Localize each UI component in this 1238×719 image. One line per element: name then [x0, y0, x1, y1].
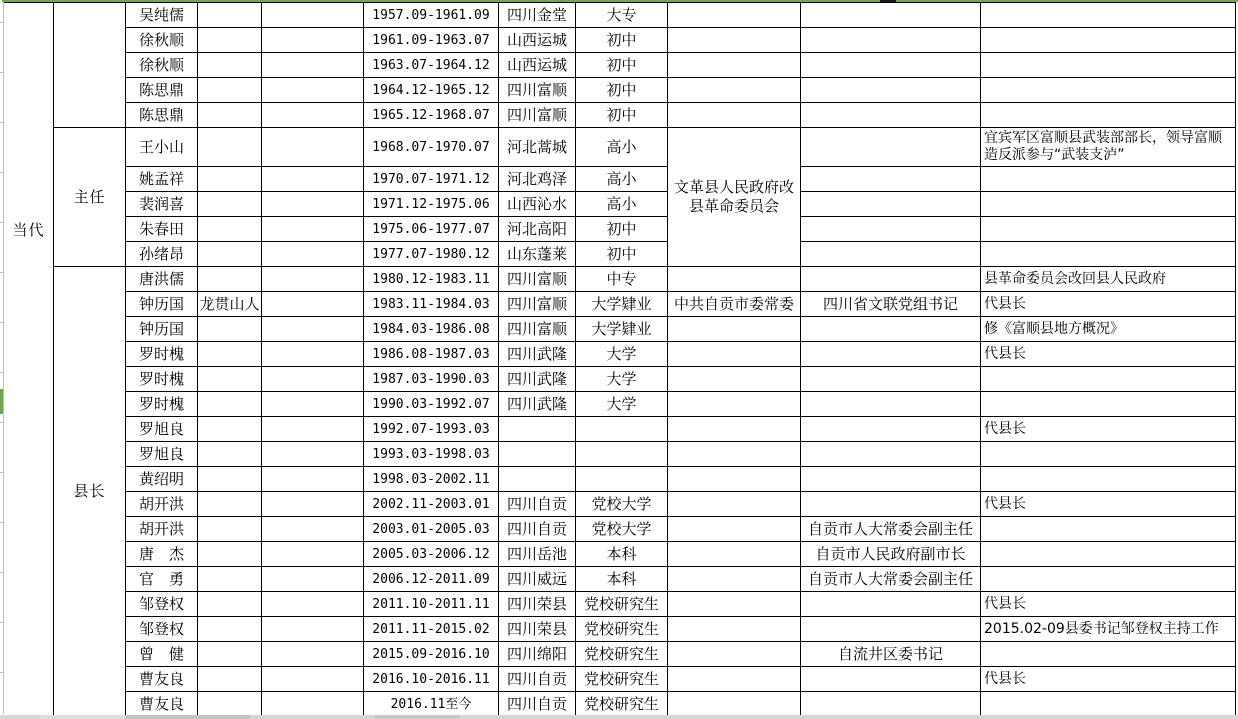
cell-note[interactable]	[981, 103, 1236, 128]
cell-post[interactable]	[801, 617, 981, 642]
cell-place[interactable]: 山西沁水	[499, 192, 576, 217]
cell-org[interactable]	[668, 517, 801, 542]
cell-name[interactable]: 钟历国	[126, 292, 198, 317]
cell-note[interactable]	[981, 367, 1236, 392]
gridline-tick	[0, 572, 3, 573]
cell-note[interactable]	[981, 78, 1236, 103]
cell-post[interactable]	[801, 53, 981, 78]
cell-place[interactable]: 山西运城	[499, 53, 576, 78]
cell-post[interactable]	[801, 167, 981, 192]
gridline-tick	[0, 522, 3, 523]
cell-alias[interactable]	[198, 367, 262, 392]
merged-cell-section-xianzhang[interactable]	[54, 267, 126, 717]
gridline-tick	[0, 622, 3, 623]
cell-alias[interactable]	[198, 567, 262, 592]
cell-name[interactable]: 曹友良	[126, 667, 198, 692]
cell-post[interactable]	[801, 28, 981, 53]
cell-name[interactable]: 王小山	[126, 128, 198, 167]
cell-org[interactable]	[668, 442, 801, 467]
cell-alias[interactable]	[198, 78, 262, 103]
cell-blank[interactable]	[262, 467, 364, 492]
cell-alias[interactable]	[198, 442, 262, 467]
cell-blank[interactable]	[262, 192, 364, 217]
gridline-tick	[0, 672, 3, 673]
cell-note[interactable]: 修《富顺县地方概况》	[981, 317, 1236, 342]
cell-place[interactable]: 四川自贡	[499, 692, 576, 717]
cell-edu[interactable]: 大学	[576, 392, 668, 417]
cell-dates[interactable]: 1968.07-1970.07	[364, 128, 499, 167]
cell-post[interactable]	[801, 128, 981, 167]
cell-alias[interactable]	[198, 542, 262, 567]
gridline-tick	[0, 72, 3, 73]
cell-dates[interactable]: 1963.07-1964.12	[364, 53, 499, 78]
cell-blank[interactable]	[262, 617, 364, 642]
cell-edu[interactable]	[576, 442, 668, 467]
cell-note[interactable]	[981, 28, 1236, 53]
cell-note[interactable]	[981, 3, 1236, 28]
cell-place[interactable]	[499, 417, 576, 442]
cell-edu[interactable]: 党校研究生	[576, 642, 668, 667]
cell-dates[interactable]: 1965.12-1968.07	[364, 103, 499, 128]
cell-post[interactable]	[801, 692, 981, 717]
cell-name[interactable]: 姚孟祥	[126, 167, 198, 192]
cell-edu[interactable]: 初中	[576, 217, 668, 242]
cell-dates[interactable]: 1970.07-1971.12	[364, 167, 499, 192]
cell-dates[interactable]: 1971.12-1975.06	[364, 192, 499, 217]
cell-note[interactable]	[981, 567, 1236, 592]
cell-name[interactable]: 邹登权	[126, 592, 198, 617]
cell-place[interactable]: 四川自贡	[499, 667, 576, 692]
cell-blank[interactable]	[262, 342, 364, 367]
cell-dates[interactable]: 2002.11-2003.01	[364, 492, 499, 517]
cell-org[interactable]	[668, 342, 801, 367]
cell-edu[interactable]: 大学肄业	[576, 292, 668, 317]
cell-post[interactable]: 自贡市人民政府副市长	[801, 542, 981, 567]
cell-org[interactable]	[668, 3, 801, 28]
cell-alias[interactable]	[198, 592, 262, 617]
cell-post[interactable]	[801, 317, 981, 342]
cell-edu[interactable]: 党校大学	[576, 492, 668, 517]
cell-post[interactable]: 自流井区委书记	[801, 642, 981, 667]
cell-name[interactable]: 徐秋顺	[126, 28, 198, 53]
cell-name[interactable]: 陈思鼎	[126, 103, 198, 128]
gridline-tick	[0, 422, 3, 423]
cell-org[interactable]	[668, 692, 801, 717]
cell-place[interactable]: 山西运城	[499, 28, 576, 53]
cell-place[interactable]: 四川荣县	[499, 617, 576, 642]
cell-blank[interactable]	[262, 217, 364, 242]
cell-dates[interactable]: 2011.10-2011.11	[364, 592, 499, 617]
cell-org[interactable]	[668, 317, 801, 342]
gridline-tick	[0, 272, 3, 273]
cell-org[interactable]	[668, 267, 801, 292]
cell-edu[interactable]: 本科	[576, 567, 668, 592]
cell-blank[interactable]	[262, 103, 364, 128]
cell-blank[interactable]	[262, 267, 364, 292]
cell-alias[interactable]	[198, 128, 262, 167]
gridline-tick	[0, 322, 3, 323]
cell-org[interactable]	[668, 467, 801, 492]
active-row-indicator	[0, 389, 3, 414]
cell-note[interactable]: 2015.02-09县委书记邹登权主持工作	[981, 617, 1236, 642]
cell-post[interactable]	[801, 103, 981, 128]
cell-dates[interactable]: 1977.07-1980.12	[364, 242, 499, 267]
cell-name[interactable]: 胡开洪	[126, 517, 198, 542]
cell-note[interactable]	[981, 642, 1236, 667]
cell-post[interactable]	[801, 267, 981, 292]
cell-name[interactable]: 裴润喜	[126, 192, 198, 217]
cell-blank[interactable]	[262, 128, 364, 167]
cell-place[interactable]: 河北鸡泽	[499, 167, 576, 192]
merged-cell-label: 主任	[73, 187, 106, 206]
cell-name[interactable]: 吴纯儒	[126, 3, 198, 28]
cell-edu[interactable]	[576, 417, 668, 442]
cell-blank[interactable]	[262, 642, 364, 667]
cell-dates[interactable]: 2016.10-2016.11	[364, 667, 499, 692]
gridline-tick	[0, 22, 3, 23]
cell-edu[interactable]: 党校大学	[576, 517, 668, 542]
cell-name[interactable]: 罗旭良	[126, 442, 198, 467]
cell-dates[interactable]: 1957.09-1961.09	[364, 3, 499, 28]
cell-name[interactable]: 罗时槐	[126, 342, 198, 367]
gridline-tick	[0, 372, 3, 373]
gridline-tick	[0, 172, 3, 173]
cell-post[interactable]	[801, 442, 981, 467]
cell-alias[interactable]	[198, 28, 262, 53]
cell-note[interactable]	[981, 167, 1236, 192]
merged-cell-section-zhuren[interactable]	[54, 128, 126, 267]
merged-cell-label: 县长	[73, 482, 106, 500]
cell-name[interactable]: 罗时槐	[126, 367, 198, 392]
cell-name[interactable]: 钟历国	[126, 317, 198, 342]
cell-blank[interactable]	[262, 53, 364, 78]
cell-post[interactable]	[801, 192, 981, 217]
cell-alias[interactable]	[198, 53, 262, 78]
cell-dates[interactable]: 1980.12-1983.11	[364, 267, 499, 292]
cell-org[interactable]	[668, 542, 801, 567]
cell-place[interactable]: 四川武隆	[499, 367, 576, 392]
cell-edu[interactable]: 高小	[576, 128, 668, 167]
cell-dates[interactable]: 1975.06-1977.07	[364, 217, 499, 242]
cell-dates[interactable]: 1993.03-1998.03	[364, 442, 499, 467]
cell-blank[interactable]	[262, 367, 364, 392]
cell-blank[interactable]	[262, 3, 364, 28]
cell-dates[interactable]: 2005.03-2006.12	[364, 542, 499, 567]
merged-cell-label: 当代	[12, 221, 45, 239]
cell-org[interactable]	[668, 592, 801, 617]
partial-next-row	[0, 715, 1238, 719]
cell-place[interactable]: 四川富顺	[499, 267, 576, 292]
cell-post[interactable]	[801, 417, 981, 442]
cell-alias[interactable]	[198, 492, 262, 517]
cell-org[interactable]	[668, 53, 801, 78]
cell-edu[interactable]: 初中	[576, 242, 668, 267]
cell-name[interactable]: 陈思鼎	[126, 78, 198, 103]
cell-alias[interactable]	[198, 267, 262, 292]
cell-blank[interactable]	[262, 28, 364, 53]
cell-alias[interactable]	[198, 417, 262, 442]
cell-dates[interactable]: 2006.12-2011.09	[364, 567, 499, 592]
cell-name[interactable]: 罗旭良	[126, 417, 198, 442]
cell-note[interactable]: 代县长	[981, 592, 1236, 617]
cell-note[interactable]: 代县长	[981, 292, 1236, 317]
cell-org[interactable]	[668, 28, 801, 53]
gridline-tick	[0, 222, 3, 223]
strip-segment	[375, 715, 460, 719]
merged-cell-label: 文革县人民政府改县革命委员会	[673, 178, 794, 215]
cell-alias[interactable]	[198, 317, 262, 342]
cell-note[interactable]: 代县长	[981, 342, 1236, 367]
cell-name[interactable]: 邹登权	[126, 617, 198, 642]
cell-dates[interactable]: 1998.03-2002.11	[364, 467, 499, 492]
cell-edu[interactable]: 大学肄业	[576, 317, 668, 342]
cell-name[interactable]: 徐秋顺	[126, 53, 198, 78]
cell-org[interactable]	[668, 567, 801, 592]
cell-edu[interactable]: 本科	[576, 542, 668, 567]
cell-blank[interactable]	[262, 692, 364, 717]
cell-post[interactable]	[801, 3, 981, 28]
cell-dates[interactable]: 1964.12-1965.12	[364, 78, 499, 103]
cell-edu[interactable]: 大学	[576, 367, 668, 392]
cell-dates[interactable]: 1961.09-1963.07	[364, 28, 499, 53]
cell-post[interactable]: 自贡市人大常委会副主任	[801, 567, 981, 592]
cell-post[interactable]: 四川省文联党组书记	[801, 292, 981, 317]
cell-alias[interactable]	[198, 467, 262, 492]
cell-place[interactable]: 山东蓬莱	[499, 242, 576, 267]
cell-edu[interactable]: 大学	[576, 342, 668, 367]
merged-cell-section-blank[interactable]	[54, 3, 126, 128]
cell-blank[interactable]	[262, 242, 364, 267]
cell-name[interactable]: 黄绍明	[126, 467, 198, 492]
cell-blank[interactable]	[262, 417, 364, 442]
cell-post[interactable]	[801, 492, 981, 517]
cell-name[interactable]: 曹友良	[126, 692, 198, 717]
merged-cell-era-dangdai[interactable]	[4, 3, 54, 717]
cell-name[interactable]: 胡开洪	[126, 492, 198, 517]
cell-blank[interactable]	[262, 392, 364, 417]
cell-blank[interactable]	[262, 592, 364, 617]
cell-alias[interactable]	[198, 517, 262, 542]
cell-alias[interactable]	[198, 167, 262, 192]
cell-post[interactable]	[801, 342, 981, 367]
cell-place[interactable]: 河北高阳	[499, 217, 576, 242]
cell-place[interactable]: 四川武隆	[499, 392, 576, 417]
cell-place[interactable]: 四川富顺	[499, 103, 576, 128]
cell-alias[interactable]	[198, 392, 262, 417]
cell-blank[interactable]	[262, 78, 364, 103]
cell-note[interactable]	[981, 217, 1236, 242]
table-grid	[4, 2, 1236, 717]
cell-note[interactable]	[981, 242, 1236, 267]
cell-place[interactable]: 河北蒿城	[499, 128, 576, 167]
cell-place[interactable]: 四川富顺	[499, 78, 576, 103]
cell-edu[interactable]	[576, 467, 668, 492]
cell-border-tick	[880, 0, 896, 2]
strip-segment	[125, 715, 250, 719]
cell-edu[interactable]: 初中	[576, 103, 668, 128]
cell-alias[interactable]	[198, 667, 262, 692]
cell-dates[interactable]: 1990.03-1992.07	[364, 392, 499, 417]
cell-alias[interactable]	[198, 342, 262, 367]
cell-edu[interactable]: 初中	[576, 28, 668, 53]
cell-dates[interactable]: 1983.11-1984.03	[364, 292, 499, 317]
cell-place[interactable]: 四川荣县	[499, 592, 576, 617]
cell-note[interactable]: 县革命委员会改回县人民政府	[981, 267, 1236, 292]
merged-cell-wenge-remark[interactable]	[668, 128, 801, 267]
cell-alias[interactable]	[198, 217, 262, 242]
cell-edu[interactable]: 初中	[576, 78, 668, 103]
cell-blank[interactable]	[262, 292, 364, 317]
cell-alias[interactable]	[198, 242, 262, 267]
cell-blank[interactable]	[262, 167, 364, 192]
gridline-tick	[0, 472, 3, 473]
cell-org[interactable]	[668, 367, 801, 392]
cell-place[interactable]: 四川自贡	[499, 517, 576, 542]
cell-dates[interactable]: 2003.01-2005.03	[364, 517, 499, 542]
cell-post[interactable]	[801, 392, 981, 417]
cell-edu[interactable]: 高小	[576, 167, 668, 192]
cell-post[interactable]	[801, 217, 981, 242]
cell-post[interactable]	[801, 667, 981, 692]
cell-note[interactable]: 代县长	[981, 417, 1236, 442]
cell-name[interactable]: 唐洪儒	[126, 267, 198, 292]
cell-org[interactable]	[668, 492, 801, 517]
cell-name[interactable]: 孙绪昂	[126, 242, 198, 267]
cell-dates[interactable]: 1992.07-1993.03	[364, 417, 499, 442]
cell-place[interactable]: 四川武隆	[499, 342, 576, 367]
cell-alias[interactable]	[198, 192, 262, 217]
cell-org[interactable]	[668, 617, 801, 642]
cell-alias[interactable]: 龙贯山人	[198, 292, 262, 317]
cell-note[interactable]	[981, 517, 1236, 542]
cell-edu[interactable]: 中专	[576, 267, 668, 292]
cell-alias[interactable]	[198, 692, 262, 717]
cell-blank[interactable]	[262, 517, 364, 542]
cell-org[interactable]	[668, 78, 801, 103]
cell-blank[interactable]	[262, 567, 364, 592]
cell-note[interactable]: 宜宾军区富顺县武装部部长，领导富顺造反派参与“武装支泸”	[981, 128, 1236, 167]
cell-post[interactable]	[801, 367, 981, 392]
cell-name[interactable]: 罗时槐	[126, 392, 198, 417]
cell-blank[interactable]	[262, 442, 364, 467]
cell-dates[interactable]: 2011.11-2015.02	[364, 617, 499, 642]
cell-org[interactable]	[668, 642, 801, 667]
cell-org[interactable]	[668, 392, 801, 417]
cell-note[interactable]	[981, 442, 1236, 467]
cell-edu[interactable]: 大专	[576, 3, 668, 28]
cell-note[interactable]	[981, 542, 1236, 567]
cell-place[interactable]: 四川金堂	[499, 3, 576, 28]
cell-org[interactable]	[668, 667, 801, 692]
cell-post[interactable]	[801, 592, 981, 617]
cell-post[interactable]: 自贡市人大常委会副主任	[801, 517, 981, 542]
cell-name[interactable]: 朱春田	[126, 217, 198, 242]
gridline-tick	[0, 122, 3, 123]
cell-edu[interactable]: 党校研究生	[576, 692, 668, 717]
cell-org[interactable]: 中共自贡市委常委	[668, 292, 801, 317]
cell-edu[interactable]: 党校研究生	[576, 592, 668, 617]
cell-alias[interactable]	[198, 642, 262, 667]
cell-note[interactable]	[981, 53, 1236, 78]
cell-dates[interactable]: 1987.03-1990.03	[364, 367, 499, 392]
cell-alias[interactable]	[198, 3, 262, 28]
cell-blank[interactable]	[262, 317, 364, 342]
cell-org[interactable]	[668, 103, 801, 128]
cell-blank[interactable]	[262, 492, 364, 517]
cell-edu[interactable]: 党校研究生	[576, 667, 668, 692]
cell-name[interactable]: 唐 杰	[126, 542, 198, 567]
cell-dates[interactable]: 1986.08-1987.03	[364, 342, 499, 367]
cell-place[interactable]	[499, 467, 576, 492]
cell-note[interactable]	[981, 692, 1236, 717]
cell-note[interactable]	[981, 467, 1236, 492]
cell-edu[interactable]: 高小	[576, 192, 668, 217]
cell-place[interactable]: 四川富顺	[499, 292, 576, 317]
cell-place[interactable]: 四川富顺	[499, 317, 576, 342]
cell-alias[interactable]	[198, 103, 262, 128]
cell-post[interactable]	[801, 242, 981, 267]
cell-blank[interactable]	[262, 667, 364, 692]
cell-name[interactable]: 官 勇	[126, 567, 198, 592]
cell-place[interactable]: 四川自贡	[499, 492, 576, 517]
cell-place[interactable]: 四川岳池	[499, 542, 576, 567]
strip-segment	[40, 715, 125, 719]
selection-top-border	[2, 0, 1238, 2]
cell-name[interactable]: 曾 健	[126, 642, 198, 667]
cell-note[interactable]	[981, 192, 1236, 217]
cell-post[interactable]	[801, 467, 981, 492]
cell-place[interactable]	[499, 442, 576, 467]
cell-note[interactable]	[981, 392, 1236, 417]
cell-edu[interactable]: 初中	[576, 53, 668, 78]
cell-note[interactable]: 代县长	[981, 667, 1236, 692]
cell-dates[interactable]: 1984.03-1986.08	[364, 317, 499, 342]
cell-note[interactable]: 代县长	[981, 492, 1236, 517]
cell-place[interactable]: 四川绵阳	[499, 642, 576, 667]
cell-edu[interactable]: 党校研究生	[576, 617, 668, 642]
cell-blank[interactable]	[262, 542, 364, 567]
cell-org[interactable]	[668, 417, 801, 442]
cell-place[interactable]: 四川威远	[499, 567, 576, 592]
cell-post[interactable]	[801, 78, 981, 103]
cell-dates[interactable]: 2016.11至今	[364, 692, 499, 717]
cell-dates[interactable]: 2015.09-2016.10	[364, 642, 499, 667]
cell-alias[interactable]	[198, 617, 262, 642]
